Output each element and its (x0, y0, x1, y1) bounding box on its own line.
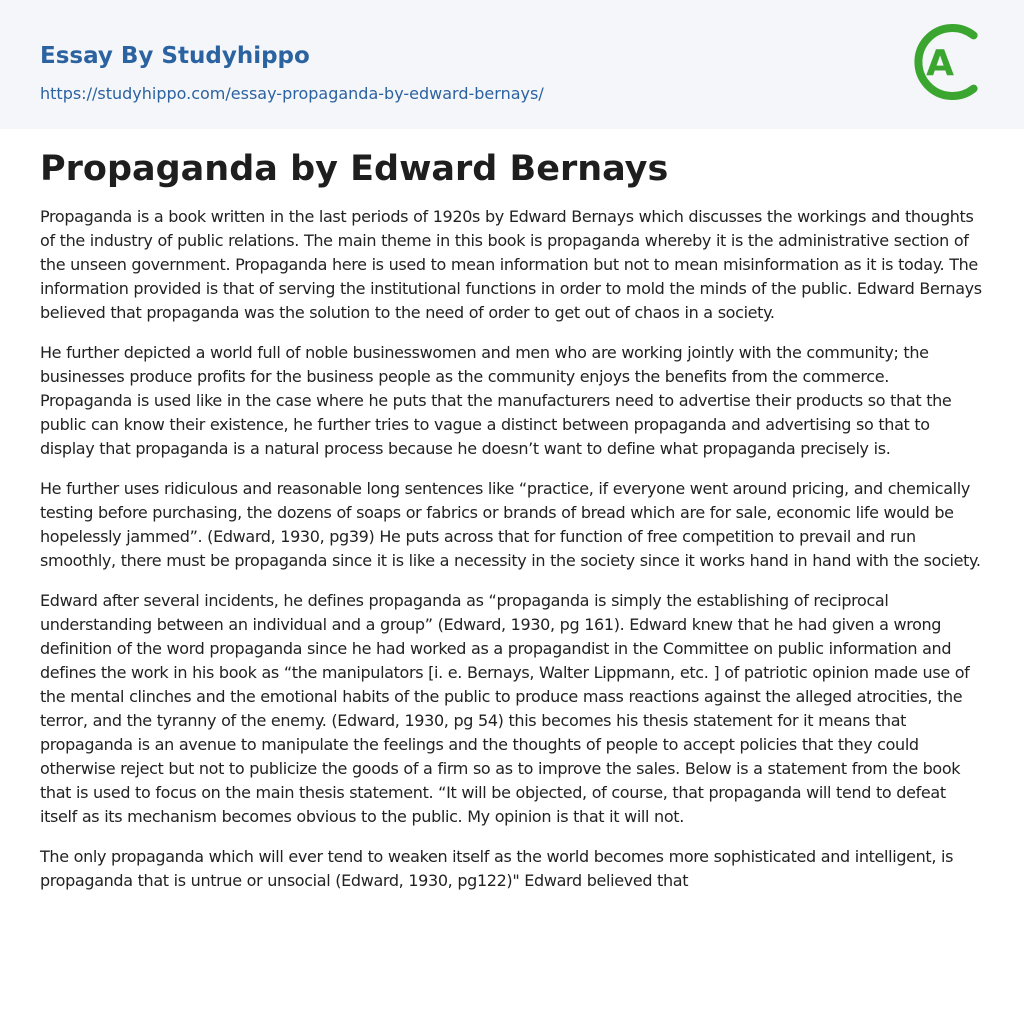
article-paragraph-5: The only propaganda which will ever tend to weaken itself as the world becomes more sophisticated and intelligent, is propaganda that is untrue or unsocial (Edward, 1930, pg122)" Edward believed that (40, 847, 954, 890)
article-paragraph-2: He further depicted a world full of noble businesswomen and men who are working jointly with the community; the businesses produce profits for the business people as the community enjoys the benefits from the commerce. Propaganda is used like in the case where he puts that the manufacturers need to advertise their products so that the public can know their existence, he further tries to vague a distinct between propaganda and advertising so that to display that propaganda is a natural process because he doesn’t want to define what propaganda precisely is. (40, 343, 952, 458)
article-paragraph-4: Edward after several incidents, he defines propaganda as “propaganda is simply the establishing of reciprocal understanding between an individual and a group” (Edward, 1930, pg 161). Edward knew that he had given a wrong definition of the word propaganda since he had worked as a propagandist in the Committee on public information and defines the work in his book as “the manipulators [i. e. Bernays, Walter Lippmann, etc. ] of patriotic opinion made use of the mental clinches and the emotional habits of the public to produce mass reactions against the alleged atrocities, the terror, and the tyranny of the enemy. (Edward, 1930, pg 54) this becomes his thesis statement for it means that propaganda is an avenue to manipulate the feelings and the thoughts of people to accept policies that they could otherwise reject but not to publicize the goods of a firm so as to improve the sales. Below is a statement from the book that is used to focus on the main thesis statement. “It will be objected, of course, that propaganda will tend to defeat itself as its mechanism becomes obvious to the public. My opinion is that it will not. (40, 591, 970, 826)
article-title: Propaganda by Edward Bernays (40, 149, 669, 189)
site-title[interactable]: Essay By Studyhippo (40, 43, 310, 69)
source-url-link[interactable]: https://studyhippo.com/essay-propaganda-by-edward-bernays/ (40, 84, 544, 103)
studyhippo-logo-icon[interactable] (914, 19, 986, 105)
article-paragraph-3: He further uses ridiculous and reasonable long sentences like “practice, if everyone went around pricing, and chemically testing before purchasing, the dozens of soaps or fabrics or brands of bread which are for sale, economic life would be hopelessly jammed”. (Edward, 1930, pg39) He puts across that for function of free competition to prevail and run smoothly, there must be propaganda since it is like a necessity in the society since it works hand in hand with the society. (40, 479, 981, 570)
article-paragraph-1: Propaganda is a book written in the last periods of 1920s by Edward Bernays which discusses the workings and thoughts of the industry of public relations. The main theme in this book is propaganda whereby it is the administrative section of the unseen government. Propaganda here is used to mean information but not to mean misinformation as it is today. The information provided is that of serving the institutional functions in order to mold the minds of the public. Edward Bernays believed that propaganda was the solution to the need of order to get out of chaos in a society. (40, 207, 982, 322)
logo-letter: A (926, 43, 954, 84)
article (0, 129, 1024, 893)
site-header (0, 0, 1024, 129)
